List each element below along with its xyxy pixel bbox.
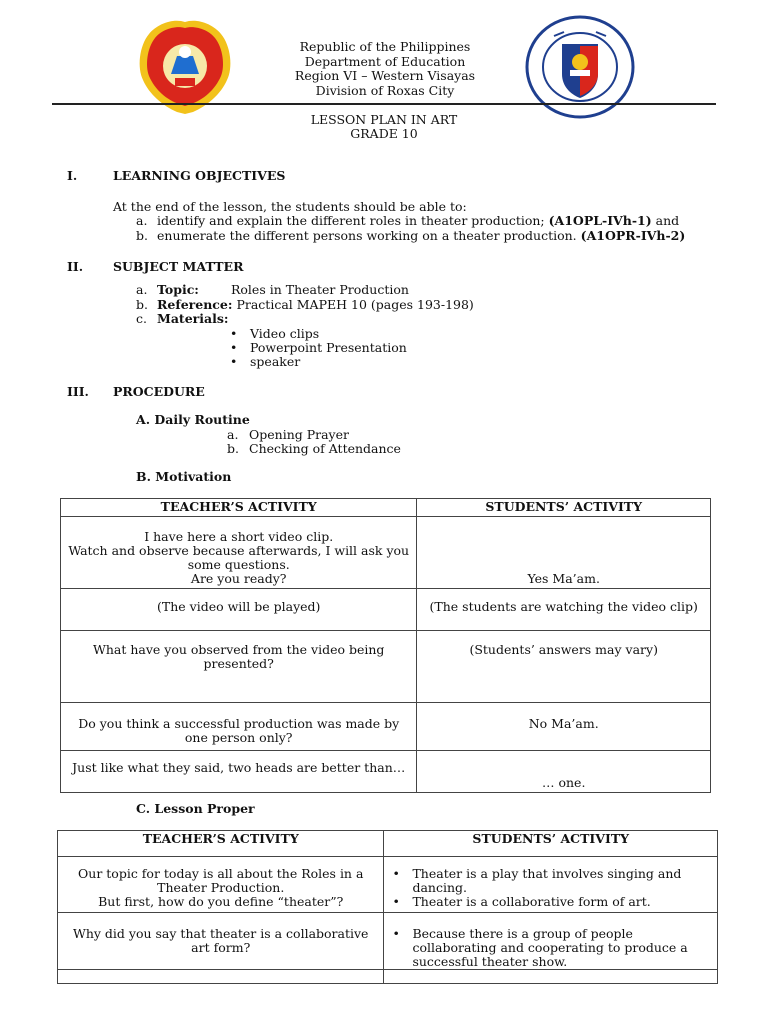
table-row xyxy=(58,857,718,913)
student-cell xyxy=(384,970,718,984)
lesson-plan-title: LESSON PLAN IN ART xyxy=(310,112,458,127)
topic-label: Topic: xyxy=(157,282,199,297)
list-item: • Because there is a group of people collaborating and cooperating to produce a successful theater show. xyxy=(390,927,711,969)
objective-b-code: (A1OPR-IVh-2) xyxy=(580,228,686,243)
reference-label: Reference: xyxy=(157,297,233,312)
teacher-cell xyxy=(58,970,384,984)
material-item: • Powerpoint Presentation xyxy=(228,341,407,355)
header-line-region: Region VI – Western Visayas xyxy=(294,68,476,83)
table-row xyxy=(58,970,718,984)
student-cell: No Ma’am. xyxy=(417,703,711,751)
section2-heading: SUBJECT MATTER xyxy=(113,259,244,274)
table-row xyxy=(61,703,711,751)
header-line-republic: Republic of the Philippines xyxy=(299,39,471,54)
student-cell xyxy=(384,913,718,970)
objective-b xyxy=(157,229,685,243)
students-activity-header: STUDENTS’ ACTIVITY xyxy=(417,499,711,517)
teacher-cell: Our topic for today is all about the Roles in a Theater Production. But first, how do you define “theater”? xyxy=(58,857,384,913)
objective-a-code: (A1OPL-IVh-1) xyxy=(548,213,652,228)
list-item: • Theater is a play that involves singing and dancing. xyxy=(390,867,711,895)
objective-b-text: enumerate the different persons working on a theater production. xyxy=(157,228,577,243)
routine-a-text: Opening Prayer xyxy=(249,427,349,442)
letterhead xyxy=(250,40,520,98)
motivation-heading: B. Motivation xyxy=(136,469,232,484)
teacher-cell: What have you observed from the video being presented? xyxy=(61,631,417,703)
section1-number: I. xyxy=(67,168,78,183)
student-cell: (The students are watching the video clip) xyxy=(417,589,711,631)
objective-a xyxy=(157,214,679,228)
table-row xyxy=(61,589,711,631)
table-header-row xyxy=(58,831,718,857)
teacher-activity-header: TEACHER’S ACTIVITY xyxy=(58,831,384,857)
student-answers xyxy=(390,927,711,969)
routine-b-marker: b. xyxy=(227,441,239,456)
table-header-row xyxy=(61,499,711,517)
teacher-cell: Just like what they said, two heads are better than… xyxy=(61,751,417,793)
table-row xyxy=(61,751,711,793)
student-cell: (Students’ answers may vary) xyxy=(417,631,711,703)
section2-number: II. xyxy=(67,259,84,274)
objective-a-tail: and xyxy=(651,213,680,228)
material-item: • Video clips xyxy=(228,327,407,341)
teacher-cell: Why did you say that theater is a collaborative art form? xyxy=(58,913,384,970)
header-line-division: Division of Roxas City xyxy=(315,82,455,98)
topic-value: Roles in Theater Production xyxy=(231,282,409,297)
section3-heading: PROCEDURE xyxy=(113,384,205,399)
student-answers xyxy=(390,867,711,909)
header-divider xyxy=(52,103,716,105)
teacher-cell: I have here a short video clip. Watch and observe because afterwards, I will ask you some questions. Are you ready? xyxy=(61,517,417,589)
student-cell xyxy=(384,857,718,913)
objectives-intro: At the end of the lesson, the students should be able to: xyxy=(113,199,467,214)
grade-title: GRADE 10 xyxy=(350,126,418,141)
reference-marker: b. xyxy=(136,297,148,312)
section3-number: III. xyxy=(67,384,89,399)
lesson-proper-heading: C. Lesson Proper xyxy=(136,801,255,816)
teacher-activity-header: TEACHER’S ACTIVITY xyxy=(61,499,417,517)
teacher-cell: (The video will be played) xyxy=(61,589,417,631)
motivation-table xyxy=(60,498,711,793)
topic-marker: a. xyxy=(136,282,148,297)
objective-a-text: identify and explain the different roles in theater production; xyxy=(157,213,545,228)
reference-line xyxy=(157,298,474,312)
list-item: • Theater is a collaborative form of art. xyxy=(390,895,711,909)
lesson-proper-table xyxy=(57,830,718,984)
objective-a-marker: a. xyxy=(136,213,148,228)
teacher-cell: Do you think a successful production was made by one person only? xyxy=(61,703,417,751)
student-cell: … one. xyxy=(417,751,711,793)
section1-heading: LEARNING OBJECTIVES xyxy=(113,168,286,183)
table-row xyxy=(61,631,711,703)
routine-b-text: Checking of Attendance xyxy=(249,441,401,456)
routine-a-marker: a. xyxy=(227,427,239,442)
students-activity-header: STUDENTS’ ACTIVITY xyxy=(384,831,718,857)
division-seal-logo xyxy=(135,16,235,116)
materials-marker: c. xyxy=(136,311,147,326)
reference-value: Practical MAPEH 10 (pages 193-198) xyxy=(236,297,474,312)
daily-routine-heading: A. Daily Routine xyxy=(136,412,250,427)
material-item: • speaker xyxy=(228,355,407,369)
header-line-department: Department of Education xyxy=(304,53,466,69)
student-cell: Yes Ma’am. xyxy=(417,517,711,589)
materials-label: Materials: xyxy=(157,311,229,326)
materials-list xyxy=(228,327,407,369)
objective-b-marker: b. xyxy=(136,228,148,243)
table-row xyxy=(61,517,711,589)
table-row xyxy=(58,913,718,970)
